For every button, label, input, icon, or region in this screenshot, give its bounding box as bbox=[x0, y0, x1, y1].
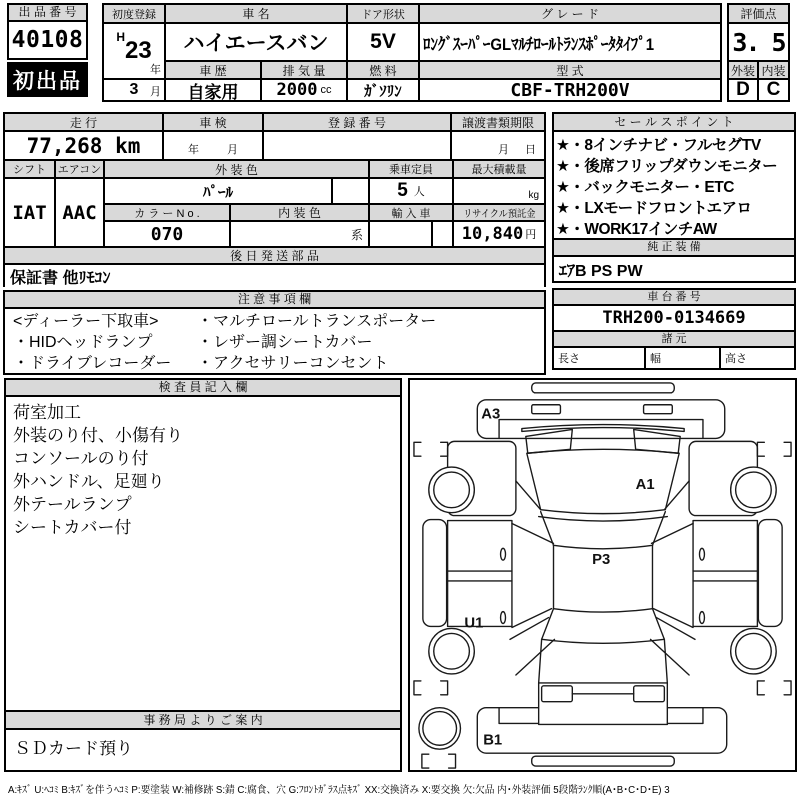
note-line: ・ドライブレコーダー bbox=[13, 355, 172, 372]
import-value-cell bbox=[370, 222, 452, 246]
first-reg-year-cell bbox=[104, 24, 164, 78]
import-label: 輸 入 車 bbox=[370, 205, 452, 220]
score-label: 評価点 bbox=[729, 5, 788, 22]
grade-value: ﾛﾝｸﾞｽｰﾊﾟｰGLﾏﾙﾁﾛｰﾙﾄﾗﾝｽﾎﾟｰﾀﾀｲﾌﾟ1 bbox=[420, 24, 720, 60]
damage-mark-u1: U1 bbox=[464, 615, 484, 632]
sales-point: ★・後席フリップダウンモニター bbox=[556, 158, 778, 175]
shift-label: シフト bbox=[5, 161, 54, 177]
side-sill-right bbox=[758, 520, 782, 627]
shaken-label: 車 検 bbox=[164, 114, 262, 130]
aircon-label: エアコン bbox=[56, 161, 103, 177]
lot-number-label: 出 品 番 号 bbox=[9, 5, 86, 22]
recycle-deposit-cell bbox=[454, 222, 544, 246]
spec-width-cell: 幅 bbox=[646, 348, 719, 368]
int-color-suffix: 系 bbox=[350, 227, 363, 242]
oem-equipment-value: ｴｱB PS PW bbox=[559, 262, 643, 280]
mileage-row bbox=[5, 114, 544, 159]
inspector-line: 外ハンドル、足廻り bbox=[13, 472, 165, 491]
side-sill-left bbox=[423, 520, 447, 627]
model-code-value: CBF-TRH200V bbox=[420, 80, 720, 100]
side-doors-left bbox=[448, 521, 512, 627]
note-line: ・レザー調シートカバー bbox=[197, 334, 373, 351]
note-line: ・アクセサリーコンセント bbox=[197, 355, 389, 372]
door-handle bbox=[699, 612, 704, 624]
later-parts-rows bbox=[5, 248, 544, 288]
inspector-line: シートカバー付 bbox=[13, 518, 132, 537]
door-handle bbox=[501, 548, 506, 560]
recycle-deposit-unit: 円 bbox=[525, 229, 537, 241]
transfer-docs-label: 譲渡書類期限 bbox=[452, 114, 544, 130]
sales-points-list bbox=[554, 132, 794, 238]
era-letter: H bbox=[116, 30, 125, 44]
car-name-value: ハイエースバン bbox=[166, 24, 346, 60]
inspector-line: 外テールランプ bbox=[13, 495, 132, 514]
damage-mark-b1: B1 bbox=[483, 732, 503, 749]
door-handle bbox=[699, 548, 704, 560]
recycle-deposit-label: リサイクル預託金 bbox=[454, 205, 544, 220]
note-line: ・マルチロールトランスポーター bbox=[197, 313, 437, 330]
later-parts-value: 保証書 他ﾘﾓｺﾝ bbox=[5, 265, 544, 288]
office-notice-line: ＳＤカード預り bbox=[14, 739, 133, 758]
chassis-box bbox=[552, 288, 796, 370]
capacity-cell bbox=[370, 179, 452, 203]
mirror-bracket bbox=[757, 681, 764, 695]
spec-height-cell: 高さ bbox=[721, 348, 794, 368]
reg-number-value-cell bbox=[264, 132, 450, 159]
shaken-value-cell: 年 月 bbox=[164, 132, 262, 159]
door-handle bbox=[501, 612, 506, 624]
ext-color-label: 外 装 色 bbox=[105, 161, 368, 177]
inspector-line: 外装のり付、小傷有り bbox=[13, 426, 183, 445]
car-name-label: 車 名 bbox=[166, 5, 346, 22]
inspector-line: コンソールのり付 bbox=[13, 449, 149, 468]
exterior-grade-value: D bbox=[729, 80, 757, 100]
notes-column-1 bbox=[13, 311, 171, 374]
notes-box bbox=[3, 290, 546, 375]
chassis-number-value: TRH200-0134669 bbox=[554, 306, 794, 330]
damage-mark-p3: P3 bbox=[592, 552, 611, 569]
front-lamp-left bbox=[532, 405, 561, 414]
max-load-value-cell bbox=[454, 179, 544, 203]
later-parts-label: 後 日 発 送 部 品 bbox=[5, 248, 544, 263]
damage-mark-a3: A3 bbox=[481, 406, 501, 423]
windshield bbox=[527, 449, 679, 513]
notes-column-2 bbox=[197, 311, 436, 374]
spec-length-cell: 長さ bbox=[554, 348, 644, 368]
year-unit: 年 bbox=[150, 64, 161, 76]
door-shape-label: ドア形状 bbox=[348, 5, 418, 22]
max-load-label: 最大積載量 bbox=[454, 161, 544, 177]
capacity-label: 乗車定員 bbox=[370, 161, 452, 177]
displacement-cell bbox=[262, 80, 346, 100]
displacement-value: 2000 bbox=[276, 80, 318, 100]
inspector-line: 荷室加工 bbox=[13, 403, 81, 422]
lot-number-value: 40108 bbox=[9, 22, 86, 58]
rear-window bbox=[542, 639, 665, 643]
shift-value: IAT bbox=[5, 179, 54, 246]
score-value: 3. 5 bbox=[729, 24, 788, 60]
exterior-grade-label: 外装 bbox=[730, 63, 755, 78]
vehicle-header-table bbox=[102, 3, 722, 102]
note-line: ・HIDヘッドランプ bbox=[13, 334, 153, 351]
chassis-number-label: 車 台 番 号 bbox=[554, 290, 794, 306]
vehicle-info-table bbox=[3, 112, 546, 287]
ext-color-code-cell bbox=[333, 179, 368, 203]
fuel-label: 燃 料 bbox=[348, 62, 418, 78]
first-listing-badge: 初出品 bbox=[7, 62, 88, 97]
int-color-label: 内 装 色 bbox=[231, 205, 368, 220]
wiper-strip bbox=[522, 425, 684, 432]
lot-number-box bbox=[7, 3, 88, 60]
score-box bbox=[727, 3, 790, 102]
oem-equipment-label: 純 正 装 備 bbox=[554, 238, 794, 257]
mirror-bracket bbox=[414, 681, 421, 695]
displacement-unit: cc bbox=[320, 84, 332, 96]
capacity-unit: 人 bbox=[413, 186, 425, 198]
inspector-box bbox=[4, 378, 402, 772]
door-shape-value: 5V bbox=[348, 24, 418, 60]
front-lamp-right bbox=[644, 405, 673, 414]
spec-cells bbox=[554, 348, 794, 368]
mileage-value: 77,268 km bbox=[5, 132, 162, 159]
ext-color-value: ﾊﾟｰﾙ bbox=[105, 179, 331, 203]
damage-diagram-box bbox=[408, 378, 797, 772]
mirror-bracket bbox=[422, 754, 429, 768]
note-line: <ディーラー下取車> bbox=[13, 313, 159, 330]
color-equipment-rows bbox=[5, 161, 544, 246]
sales-point: ★・8インチナビ・フルセグTV bbox=[556, 137, 761, 154]
model-code-label: 型 式 bbox=[420, 62, 720, 78]
color-no-label: カ ラ ー N o . bbox=[105, 205, 229, 220]
sales-points-box bbox=[552, 112, 796, 283]
reg-number-label: 登 録 番 号 bbox=[264, 114, 450, 130]
interior-grade-value: C bbox=[759, 80, 788, 100]
displacement-label: 排 気 量 bbox=[262, 62, 346, 78]
color-no-value: 070 bbox=[105, 222, 229, 246]
inspector-label: 検 査 員 記 入 欄 bbox=[6, 380, 400, 397]
transfer-docs-value-cell: 月 日 bbox=[452, 132, 544, 159]
rear-roof-strip bbox=[532, 756, 675, 766]
first-reg-label: 初度登録 bbox=[104, 5, 164, 22]
sales-point: ★・LXモードフロントエアロ bbox=[556, 200, 752, 217]
rear-panel bbox=[539, 683, 668, 725]
front-roof-strip bbox=[532, 383, 675, 393]
import-cell-divider bbox=[390, 222, 433, 246]
max-load-unit: kg bbox=[528, 190, 539, 201]
legend: A:ｷｽﾞ U:ﾍｺﾐ B:ｷｽﾞを伴うﾍｺﾐ P:要塗装 W:補修跡 S:錆 C:腐食、穴 G:ﾌﾛﾝﾄｶﾞﾗｽ点ｷｽﾞ XX:交換済み X:要交換 欠:欠品 内･外装評価 5段階ﾗﾝｸ順(A･B･C･D･E) 3 bbox=[8, 785, 670, 796]
sales-point: ★・WORK17インチAW bbox=[556, 221, 717, 238]
capacity-value: 5 bbox=[397, 180, 408, 201]
int-color-value-cell bbox=[231, 222, 368, 246]
notes-label: 注 意 事 項 欄 bbox=[5, 292, 544, 309]
car-diagram bbox=[410, 380, 795, 770]
side-doors-right bbox=[693, 521, 757, 627]
recycle-deposit-value: 10,840 bbox=[461, 224, 524, 244]
sales-points-label: セ ー ル ス ポ イ ン ト bbox=[554, 114, 794, 132]
roof-panel bbox=[554, 545, 653, 548]
notes-body bbox=[5, 309, 544, 373]
interior-grade-label: 内装 bbox=[759, 62, 788, 78]
fuel-value: ｶﾞｿﾘﾝ bbox=[348, 80, 418, 100]
inspector-lines bbox=[6, 397, 400, 710]
spec-label: 諸 元 bbox=[554, 330, 794, 348]
first-reg-month: 3 bbox=[129, 81, 139, 98]
mileage-label: 走 行 bbox=[5, 114, 162, 130]
sales-point: ★・バックモニター・ETC bbox=[556, 179, 734, 196]
first-reg-year: 23 bbox=[124, 37, 152, 64]
month-unit: 月 bbox=[150, 86, 161, 98]
car-history-value: 自家用 bbox=[166, 80, 260, 100]
office-notice-label: 事 務 局 よ り ご 案 内 bbox=[6, 710, 400, 730]
car-history-label: 車 歴 bbox=[166, 62, 260, 78]
mirror-bracket bbox=[757, 442, 764, 456]
grade-label: グ レ ー ド bbox=[420, 5, 720, 22]
damage-mark-a1: A1 bbox=[635, 476, 655, 493]
aircon-value: AAC bbox=[56, 179, 103, 246]
mirror-bracket bbox=[414, 442, 421, 456]
first-reg-month-cell bbox=[104, 80, 164, 100]
